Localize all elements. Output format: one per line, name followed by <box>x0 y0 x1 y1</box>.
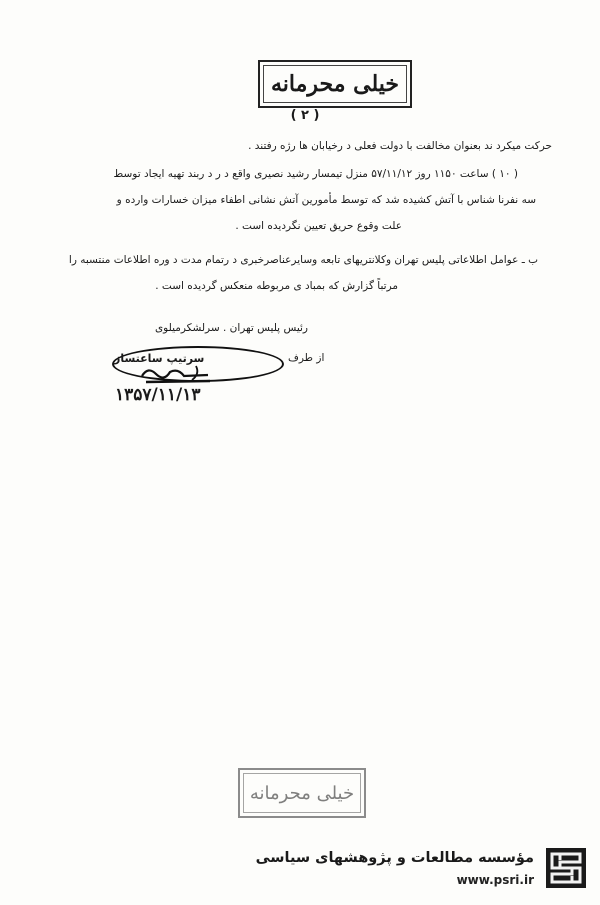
signature-from-label: از طرف <box>288 352 325 364</box>
signature-seal-text: سرتیپ ساعتساز <box>114 352 205 365</box>
footer-classification-stamp-text: خیلی محرمانه <box>249 782 355 804</box>
body-line-1: حرکت میکرد ند بعنوان مخالفت با دولت فعلی د رخیابان ها رژه رفتند . <box>248 140 552 152</box>
footer-classification-stamp <box>238 768 366 818</box>
classification-stamp <box>258 60 412 108</box>
footer-org-name: مؤسسه مطالعات و پژوهشهای سیاسی <box>255 850 534 866</box>
body-line-2: ( ۱۰ ) ساعت ۱۱۵۰ روز ۵۷/۱۱/۱۲ منزل تیمسار رشید نصیری واقع د ر د ربند تهیه ایجاد توسط <box>113 168 518 180</box>
signature-date: ۱۳۵۷/۱۱/۱۳ <box>115 385 201 405</box>
classification-stamp-text: خیلی محرمانه <box>270 71 400 97</box>
page-number: ( ۲ ) <box>290 108 320 123</box>
signature-scribble-icon <box>138 362 218 386</box>
signature-title: رئیس پلیس تهران . سرلشکرمیلوی <box>154 322 308 334</box>
body-line-4: علت وقوع حریق تعیین نگردیده است . <box>235 220 402 232</box>
body-line-5: ب ـ عوامل اطلاعاتی پلیس تهران وکلانتریهای تابعه وسایرعناصرخبری د رتمام مدت د وره اطلاعات منتسبه را <box>68 254 538 266</box>
body-line-3: سه نفرنا شناس با آتش کشیده شد که توسط مأمورین آتش نشانی اطفاء میزان خسارات وارده و <box>116 194 536 206</box>
footer-url[interactable]: www.psri.ir <box>456 873 534 887</box>
institute-logo-icon <box>546 848 586 888</box>
body-line-6: مرتباً گزارش که بمباد ی مربوطه منعکس گردیده است . <box>155 280 398 292</box>
